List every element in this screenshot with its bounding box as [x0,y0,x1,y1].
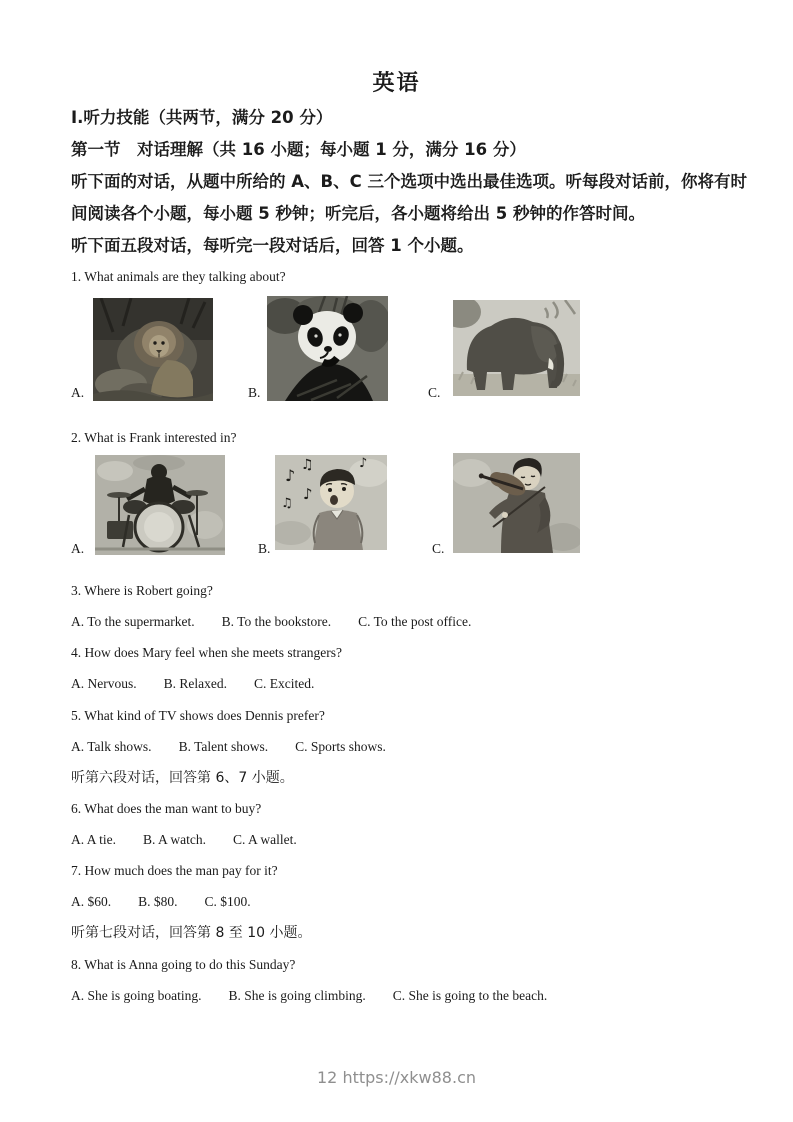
svg-text:♫: ♫ [301,457,314,473]
question-6-option-a: A. A tie. [71,832,117,847]
question-3-option-a: A. To the supermarket. [71,614,195,629]
question-4-text: 4. How does Mary feel when she meets strangers? [71,645,343,660]
question-2-text: 2. What is Frank interested in? [71,430,237,445]
singing-photo [275,455,387,550]
instructions-line-3: 听下面五段对话，每听完一段对话后，回答 1 个小题。 [71,236,474,255]
svg-text:♪: ♪ [285,466,296,485]
question-4-option-c: C. Excited. [254,676,315,691]
svg-text:♫: ♫ [281,496,293,511]
elephant-illustration [453,300,580,396]
question-1-option-c-label: C. [428,385,441,400]
question-2-option-c-label: C. [432,541,445,556]
instructions-line-1: 听下面的对话，从题中所给的 A、B、C 三个选项中选出最佳选项。听每段对话前，你将有时 [71,172,747,191]
question-2-option-a-label: A. [71,541,85,556]
panda-illustration [267,296,388,401]
question-3-text: 3. Where is Robert going? [71,583,213,598]
question-7-option-c: C. $100. [204,894,251,909]
question-3-options [71,614,498,631]
boy-singing-illustration [275,455,387,550]
question-7-option-b: B. $80. [138,894,178,909]
question-6-option-c: C. A wallet. [233,832,297,847]
panda-photo [267,296,388,401]
question-6-options [71,832,324,849]
question-5-option-b: B. Talent shows. [178,739,269,754]
question-5-option-a: A. Talk shows. [71,739,152,754]
subsection-heading: 第一节 对话理解（共 16 小题；每小题 1 分，满分 16 分） [71,140,526,159]
question-7-text: 7. How much does the man pay for it? [71,863,278,878]
boy-playing-drums-illustration [95,455,225,555]
lion-illustration [93,298,213,401]
lion-photo [93,298,213,401]
boy-playing-violin-illustration [453,453,580,553]
instructions-line-2: 间阅读各个小题，每小题 5 秒钟；听完后，各小题将给出 5 秒钟的作答时间。 [71,204,645,223]
violin-photo [453,453,580,553]
question-8-option-b: B. She is going climbing. [228,988,366,1003]
question-8-options [71,988,574,1005]
question-4-option-a: A. Nervous. [71,676,137,691]
question-7-option-a: A. $60. [71,894,112,909]
section-heading: I.听力技能（共两节，满分 20 分） [71,108,333,127]
question-4-options [71,676,341,693]
question-5-text: 5. What kind of TV shows does Dennis prefer? [71,708,325,723]
question-5-options [71,739,413,756]
question-3-option-c: C. To the post office. [358,614,472,629]
drums-photo [95,455,225,555]
dialogue-6-note: 听第六段对话，回答第 6、7 小题。 [71,770,294,786]
dialogue-7-note: 听第七段对话，回答第 8 至 10 小题。 [71,925,312,941]
elephant-photo [453,300,580,396]
question-1-option-b-label: B. [248,385,261,400]
question-4-option-b: B. Relaxed. [163,676,227,691]
page-title: 英语 [372,71,421,96]
question-7-options [71,894,278,911]
question-6-option-b: B. A watch. [143,832,207,847]
question-8-text: 8. What is Anna going to do this Sunday? [71,957,296,972]
question-6-text: 6. What does the man want to buy? [71,801,262,816]
question-2-option-b-label: B. [258,541,271,556]
page-footer: 12 https://xkw88.cn [317,1068,476,1087]
question-3-option-b: B. To the bookstore. [221,614,332,629]
svg-text:♪: ♪ [303,485,313,503]
question-8-option-c: C. She is going to the beach. [392,988,548,1003]
question-1-option-a-label: A. [71,385,85,400]
question-5-option-c: C. Sports shows. [295,739,386,754]
svg-text:♪: ♪ [359,456,368,471]
question-8-option-a: A. She is going boating. [71,988,202,1003]
question-1-text: 1. What animals are they talking about? [71,269,286,284]
